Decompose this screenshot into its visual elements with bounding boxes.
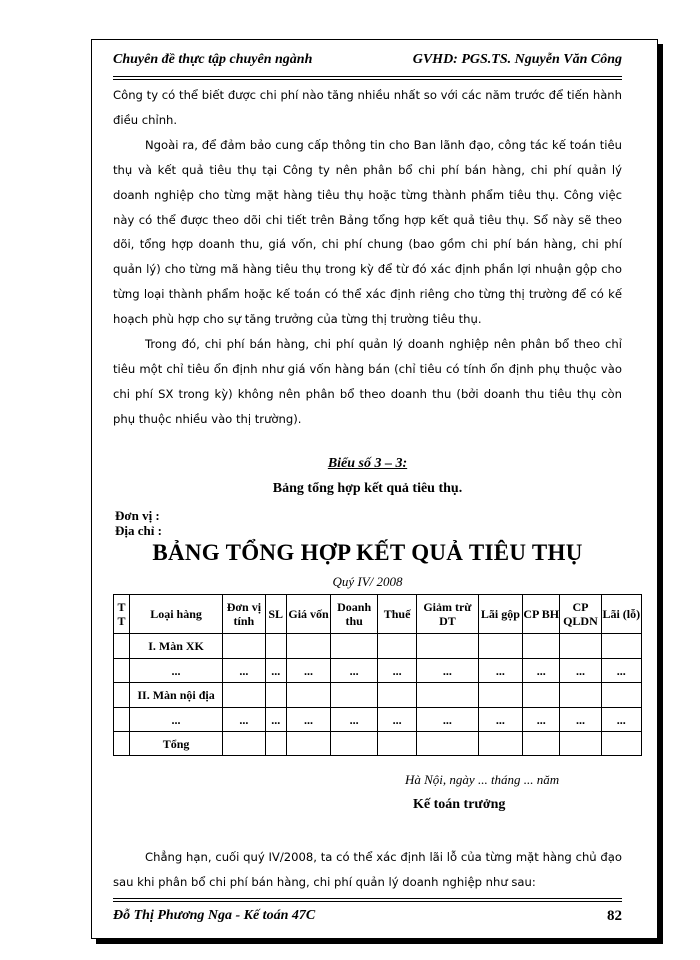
table-cell: [560, 732, 601, 756]
table-cell: [223, 732, 265, 756]
table-cell: ...: [377, 708, 416, 732]
table-cell: [223, 683, 265, 708]
paragraph: Ngoài ra, để đảm bảo cung cấp thông tin cho Ban lãnh đạo, công tác kế toán tiêu thụ và kết quả tiêu thụ tại Công ty nên phân bổ chi phí bán hàng, chi phí quản lý doanh nghiệp cho từng mặt hàng tiêu thụ hoặc từng thành phẩm tiêu thụ. Công việc này có thể được theo dõi chi tiết trên Bảng tổng hợp kết quả tiêu thụ. Sổ này sẽ theo dõi, tổng hợp doanh thu, giá vốn, chi phí chung (bao gồm chi phí bán hàng, chi phí quản lý) cho từng mã hàng tiêu thụ trong kỳ để từ đó xác định phần lợi nhuận gộp cho từng loại thành phẩm hoặc kế toán có thể xác định riêng cho từng thị trường để có kế hoạch phù hợp cho sự tăng trưởng của từng thị trường tiêu thụ.: [113, 137, 622, 327]
table-cell: [478, 683, 523, 708]
header-rule: [113, 76, 622, 77]
col-header: SL: [265, 595, 286, 634]
col-header: CP QLDN: [560, 595, 601, 634]
table-row: [114, 708, 642, 732]
page-shadow-bottom: [96, 939, 663, 944]
table-cell: [331, 634, 378, 659]
col-header: Giảm trừ DT: [417, 595, 478, 634]
table-cell: [265, 732, 286, 756]
header-left: Chuyên đề thực tập chuyên ngành: [113, 52, 313, 67]
col-header: Lãi (lỗ): [601, 595, 641, 634]
table-cell: [523, 683, 560, 708]
table-cell: [114, 708, 130, 732]
table-cell: [601, 732, 641, 756]
table-cell: ...: [331, 659, 378, 683]
table-cell: [417, 683, 478, 708]
paragraph: Chẳng hạn, cuối quý IV/2008, ta có thể xác định lãi lỗ của từng mặt hàng chủ đạo sau khi phân bổ chi phí bán hàng, chi phí quản lý doanh nghiệp như sau:: [113, 850, 622, 889]
address-label: Địa chỉ :: [115, 523, 162, 538]
table-cell: [478, 634, 523, 659]
col-header: CP BH: [523, 595, 560, 634]
col-header: Giá vốn: [286, 595, 331, 634]
paragraph: Công ty có thể biết được chi phí nào tăng nhiều nhất so với các năm trước để tiến hành điều chỉnh.: [113, 88, 622, 127]
table-cell: [601, 634, 641, 659]
table-cell: [114, 732, 130, 756]
table-cell: ...: [286, 659, 331, 683]
body-text: [113, 83, 622, 432]
table-cell: ...: [478, 659, 523, 683]
col-header: Loại hàng: [129, 595, 222, 634]
signature-title: Kế toán trưởng: [413, 797, 506, 812]
closing-text: [113, 845, 622, 895]
unit-label: Đơn vị :: [115, 508, 160, 523]
footer-rule-thin: [113, 898, 622, 899]
table-cell: [265, 634, 286, 659]
col-header: Đơn vị tính: [223, 595, 265, 634]
table-row: [114, 683, 642, 708]
page-shadow-right: [658, 44, 663, 944]
table-header-row: [114, 595, 642, 634]
table-cell: [377, 634, 416, 659]
paragraph: Trong đó, chi phí bán hàng, chi phí quản lý doanh nghiệp nên phân bổ theo chỉ tiêu một chỉ tiêu ổn định như giá vốn hàng bán (chỉ tiêu có tính ổn định phụ thuộc vào chi phí SX trong kỳ) không nên phân bổ theo doanh thu (bởi doanh thu tiêu thụ còn phụ thuộc nhiều vào thị trường).: [113, 337, 622, 426]
footer-author: Đỗ Thị Phương Nga - Kế toán 47C: [113, 908, 316, 923]
table-cell: ...: [417, 708, 478, 732]
table-row: [114, 659, 642, 683]
header-rule-thin: [113, 79, 622, 80]
table-cell: [601, 683, 641, 708]
col-header: T T: [114, 595, 130, 634]
table-cell: [560, 634, 601, 659]
table-cell: [560, 683, 601, 708]
table-cell: [286, 634, 331, 659]
page-number: 82: [607, 908, 622, 924]
table-cell: [417, 634, 478, 659]
report-period: Quý IV/ 2008: [332, 574, 403, 589]
table-cell: ...: [377, 659, 416, 683]
report-table: [113, 594, 642, 756]
table-cell: [377, 732, 416, 756]
table-cell: [523, 634, 560, 659]
table-cell: ...: [523, 708, 560, 732]
col-header: Doanh thu: [331, 595, 378, 634]
table-cell: ...: [129, 708, 222, 732]
table-row: [114, 634, 642, 659]
table-cell: ...: [417, 659, 478, 683]
table-cell: [286, 683, 331, 708]
table-cell: [223, 634, 265, 659]
footer-rule: [113, 901, 622, 902]
table-cell: ...: [286, 708, 331, 732]
table-cell: [114, 659, 130, 683]
table-cell: ...: [560, 708, 601, 732]
figure-caption: Bảng tổng hợp kết quả tiêu thụ.: [272, 481, 463, 496]
table-cell: ...: [560, 659, 601, 683]
col-header: Thuế: [377, 595, 416, 634]
signature-place-date: Hà Nội, ngày ... tháng ... năm: [405, 772, 560, 787]
header-right: GVHD: PGS.TS. Nguyễn Văn Công: [412, 52, 622, 67]
table-cell: ...: [523, 659, 560, 683]
table-cell: Tổng: [129, 732, 222, 756]
table-row-total: [114, 732, 642, 756]
table-cell: [265, 683, 286, 708]
table-cell: [377, 683, 416, 708]
table-cell: [286, 732, 331, 756]
table-cell: ...: [129, 659, 222, 683]
table-cell: ...: [478, 708, 523, 732]
table-cell: [417, 732, 478, 756]
table-cell: [114, 634, 130, 659]
table-cell: ...: [331, 708, 378, 732]
table-cell: [331, 732, 378, 756]
table-cell: ...: [223, 708, 265, 732]
table-cell: ...: [601, 708, 641, 732]
table-cell: [114, 683, 130, 708]
report-title: BẢNG TỔNG HỢP KẾT QUẢ TIÊU THỤ: [152, 540, 583, 565]
table-cell: I. Màn XK: [129, 634, 222, 659]
table-cell: II. Màn nội địa: [129, 683, 222, 708]
table-cell: ...: [601, 659, 641, 683]
company-meta: [115, 508, 162, 538]
table-cell: [478, 732, 523, 756]
table-cell: ...: [265, 708, 286, 732]
table-cell: ...: [265, 659, 286, 683]
page-header: [113, 52, 622, 72]
table-cell: [523, 732, 560, 756]
figure-number: Biểu số 3 – 3:: [327, 456, 408, 471]
table-cell: [331, 683, 378, 708]
table-cell: ...: [223, 659, 265, 683]
col-header: Lãi gộp: [478, 595, 523, 634]
